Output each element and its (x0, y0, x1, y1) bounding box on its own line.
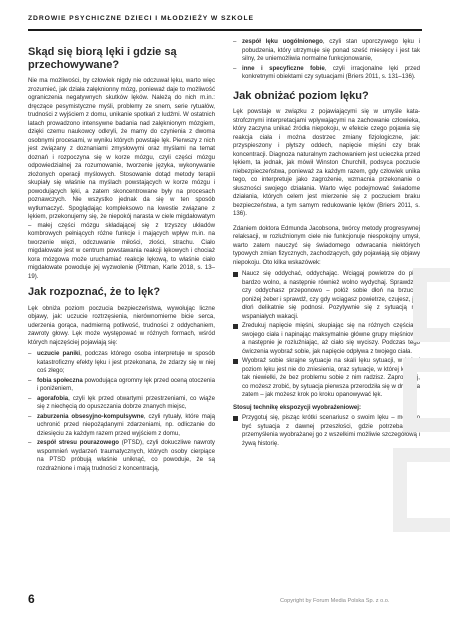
list-item: – zespół stresu pourazowego (PTSD), czyli dokuczliwe nawroty wspomnień wydarzeń traumatycznych, których osoby cierpiące na PTSD próbują właśnie uniknąć, co powoduje, że są rozdrażnione i mają trudności z koncentracją, (28, 439, 215, 472)
list-item: – zespół lęku uogólnionego, czyli stan uporczywego lęku i pobudzenia, który utrzymuje się ponad sześć miesięcy i jest tak silny, że uniemożliwia normalne funkcjonowanie, (233, 38, 420, 62)
fear-forms-list (28, 350, 215, 473)
square-bullet-icon (233, 416, 238, 421)
heading-where-fears: Skąd się biorą lęki i gdzie są przechowywane? (28, 46, 177, 71)
square-bullet-icon (233, 324, 238, 329)
running-header (28, 15, 422, 31)
header-title: ZDROWIE PSYCHICZNE DZIECI I MŁODZIEŻY W SZKOLE (28, 15, 254, 22)
paragraph-fears-origin: Nie ma możliwości, by człowiek nigdy nie odczuwał lęku, warto więc zrozumieć, jak działa zalęknionny mózg, ponieważ daje to możliwość ograniczenia negatywnych skutków lęków. Należą do nich m.in.: dręczące pesymistyczne myśli, problemy ze snem, serie rytuałów, trudności z wyjściem z domu, unikanie spotkań z ludźmi. W ostatnich latach prowadzono intensywne badania nad zalęknionym mózgiem, dzięki czemu naukowcy odkryli, że mamy do czynienia z dwoma osobnymi procesami, w wyniku których powstaje lęk. Pierwszy z nich jest związany z doznaniami zmysłowymi oraz myślami na temat doznań i rozpoczyna się w korze mózgu, czyli części mózgu odpowiedzialnej za rozumowanie, tworzenie języka, wykonywanie złożonych operacji myślowych. Stosowanie dotąd metody terapii skupiały się właśnie na myślach powstających w korze mózgu i powodujących lęki, a zatem skoncentrowane były na procesach poznawczych. Nie wszystko jednak da się w ten sposób wytłumaczyć. Spoglądając kompleksowo na kwestie związane z lękiem, przekonujemy się, że niepokój narasta w ciele migdałowatym – małej części mózgu składającej się z trzyszcy układów kombrowych pełniących różne funkcje i mających wpływ m.in. na tworzenie więzi, odczuwanie miłości, złości, strachu. Ciało migdałowate jest w centrum powstawania reakcji lękowych i chociaż kora mózgowa może uruchamiać reakcje lękową, to właśnie ciało migdałowate powoduje jej wyzwolenie (Pittman, Karle 2018, s. 13–19). (28, 77, 215, 280)
left-column (28, 46, 215, 477)
list-item: Przygotuj się, pisząc krótki scenariusz o swoim lęku – może to być sytuacja z dawnej przeszłości, gdzie potrzeba było przemyślenia wyobrażanej go z wszelkimi możliwie szczegółową i żywą historię. (233, 414, 420, 448)
list-item: – zaburzenia obsesyjno-kompulsywne, czyli rytuały, które mają uchronić przed niepożądanymi zdarzeniami, np. odliczanie do dziesięciu za każdym razem przed wyjściem z domu, (28, 412, 215, 437)
heading-reduce-fear: Jak obniżać poziom lęku? (233, 89, 369, 102)
list-item: Zredukuj napięcie mięśni, skupiając się na różnych częściach swojego ciała i napinając maksymalnie główne grupy mięśniowe, a następnie je rozluźniając, aż ciało się wyciszy. Podczas tego ćwiczenia wyobraź sobie, jak napięcie odpływa z twojego ciała. (233, 322, 420, 356)
list-item: – inne i specyficzne fobie, czyli irracjonalne lęki przed konkretnymi obiektami czy sytuacjami (Briers 2011, s. 131–136). (233, 64, 421, 80)
copyright-text: Copyright by Forum Media Polska Sp. z o.o. (280, 598, 390, 604)
list-item: – uczucie paniki, podczas którego osoba interpretuje w sposób katastroficzny efekty lęku i jest przekonana, że zdarzy się w niej coś złego; (28, 350, 216, 374)
page-number: 6 (28, 592, 35, 606)
square-bullet-icon (233, 272, 238, 277)
list-item: – fobia społeczna powodująca ogromny lęk przed oceną otoczenia i poniżeniem, (28, 376, 215, 392)
heading-recognize: Jak rozpoznać, że to lęk? (28, 286, 161, 298)
paragraph-reduce-fear: Lęk powstaje w związku z pojawiającymi się w umyśle katastrofcznymi interpretacjami wpływającymi na zachowanie człowieka, który zaczyna unikać źródła niepokoju, w efekcie czego pojawia się reakcja ciała i można dostrzec zmiany fizjologiczne, jak: przyspieszony i płytszy oddech, napięcie mięśni czy brak koncentracji. Diagnoza naturalnym zachowaniem jest ucieczka przed lękiem, ta jednak, jak mówił Winston Churchill, podsyca poczucie niebezpieczeństwa, ponieważ za każdym razem, gdy człowiek unika tego, co interpretuje jako zagrożenie, wzmacnia przekonanie o słuszności swojego działania. Warto więc podejmować świadome działania, których celem jest mierzenie się z poczuciem braku bezpieczeństwa, a tym samym redukowanie lęków (Briers 2011, s. 136). (233, 108, 420, 217)
subheading-exposure: Stosuj technikę ekspozycji wyobrażeniowej: (233, 403, 362, 411)
square-bullet-icon (233, 359, 238, 364)
watermark-logo-icon (380, 255, 450, 555)
list-item: Wyobraź sobie skrajne sytuacje na skali lęku sytuacji, w której poziom lęku jest nie do zniesienia, oraz sytuacje, w której lęk jest tak niewielki, że bez problemu sobie z nim radzisz. Zaproponuj, co możesz zrobić, by sytuacja pierwsza przerodziła się w drugą, a zatem – jak możesz krok po kroku opanowywać lęk. (233, 357, 420, 400)
list-item: – agorafobia, czyli lęk przed otwartymi przestrzeniami, co wiąże się z niechęcią do opuszczania dobrze znanych miejsc, (28, 394, 215, 410)
list-item: Naucz się oddychać, oddychając. Wciągaj powietrze do płuc bardzo wolno, a następnie również wolno wydychaj. Sprawdzaj, czy oddychasz przeponowo – połóż sobie dłoń na brzuchu poniżej żeber i sprawdź, czy gdy wciągasz powietrze, czujesz, jak dłoń delikatnie się podnosi. Pozytywnie się z sytuacją np. wspaniałych wakacji. (233, 270, 420, 321)
paragraph-recognize: Lęk obniża poziom poczucia bezpieczeństwa, wywołując liczne objawy, jak: uczucie roztrzęsienia, nierównomierne bicie serca, uderzenia gorąca, nadmierną potliwość, trudności z oddychaniem, zawroty głowy. Lęk może występować w różnych formach, wśród których najczęściej pojawiają się: (28, 304, 215, 346)
paragraph-jacobson: Zdaniem doktora Edmunda Jacobsona, twórcy metody progresywnej relaksacji, w rozluźnionym ciele nie funkcjonuje niespokojny umysł, warto zatem nauczyć się świadomego odwracania niektórych typowych zmian fizycznych, zachodzących, gdy pojawiają się objawy niepokoju. Oto kilka wskazówek: (233, 224, 420, 266)
fear-forms-list-continued (233, 38, 420, 82)
